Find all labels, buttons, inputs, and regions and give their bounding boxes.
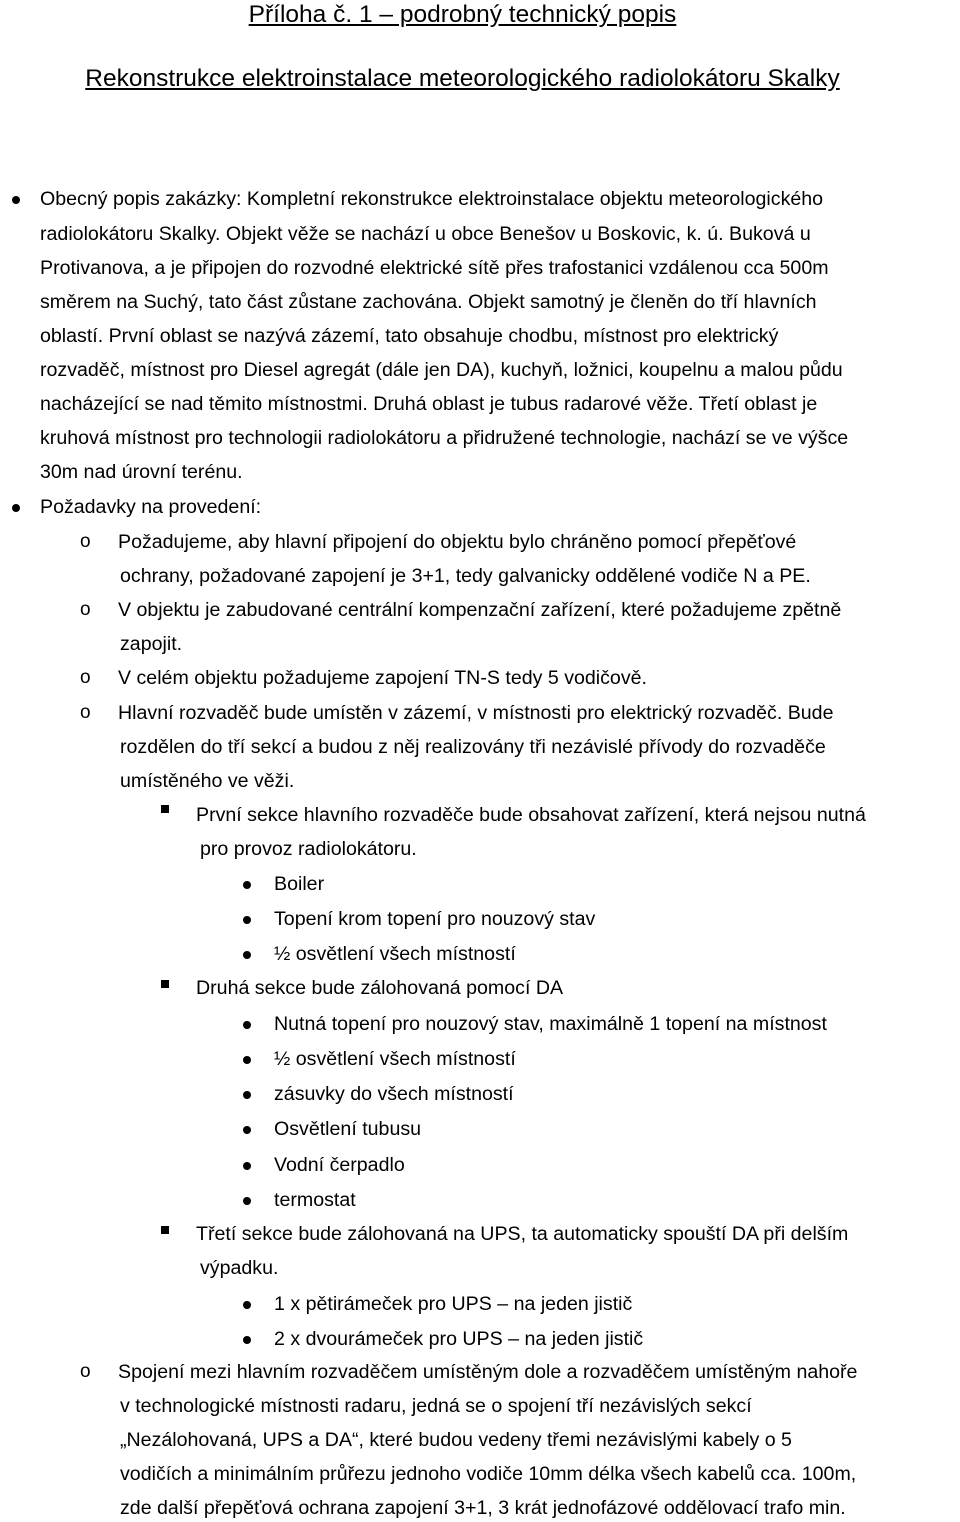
list-item: zásuvky do všech místností [274, 1083, 514, 1105]
bullet-icon [243, 951, 251, 959]
list-item: ½ osvětlení všech místností [274, 1048, 516, 1070]
document-subtitle: Rekonstrukce elektroinstalace meteorologického radiolokátoru Skalky [85, 65, 840, 92]
requirement-line: rozdělen do tří sekcí a budou z něj realizovány tři nezávislé přívody do rozvaděče [120, 736, 826, 758]
bullet-icon [243, 1091, 251, 1099]
intro-line: směrem na Suchý, tato část zůstane zachována. Objekt samotný je členěn do tří hlavních [40, 291, 817, 313]
requirement-line: Spojení mezi hlavním rozvaděčem umístěným dole a rozvaděčem umístěným nahoře [118, 1361, 858, 1383]
bullet-icon [243, 1197, 251, 1205]
list-item: Osvětlení tubusu [274, 1118, 422, 1140]
circle-bullet-icon: o [80, 667, 91, 688]
requirement-line: Požadujeme, aby hlavní připojení do objektu bylo chráněno pomocí přepěťové [118, 531, 797, 553]
bullet-icon [243, 1021, 251, 1029]
section-line: pro provoz radiolokátoru. [200, 838, 417, 860]
list-item: Vodní čerpadlo [274, 1154, 405, 1176]
intro-line: kruhová místnost pro technologii radiolokátoru a přidružené technologie, nachází se ve výšce [40, 427, 849, 449]
requirement-line: V celém objektu požadujeme zapojení TN-S tedy 5 vodičově. [118, 667, 647, 689]
section-line: Třetí sekce bude zálohovaná na UPS, ta automaticky spouští DA při delším [196, 1223, 849, 1245]
section-line: Druhá sekce bude zálohovaná pomocí DA [196, 977, 564, 999]
intro-line: 30m nad úrovní terénu. [40, 461, 243, 483]
requirement-line: umístěného ve věži. [120, 770, 295, 792]
intro-line: Obecný popis zakázky: Kompletní rekonstrukce elektroinstalace objektu meteorologického [40, 188, 824, 210]
requirement-line: Hlavní rozvaděč bude umístěn v zázemí, v místnosti pro elektrický rozvaděč. Bude [118, 702, 834, 724]
list-item: ½ osvětlení všech místností [274, 943, 516, 965]
square-bullet-icon [161, 980, 169, 988]
bullet-icon [12, 504, 20, 512]
bullet-icon [243, 1162, 251, 1170]
bullet-icon [243, 881, 251, 889]
requirement-line: ochrany, požadované zapojení je 3+1, tedy galvanicky oddělené vodiče N a PE. [120, 565, 811, 587]
requirement-line: vodičích a minimálním průřezu jednoho vodiče 10mm délka všech kabelů cca. 100m, [120, 1463, 857, 1485]
section-line: První sekce hlavního rozvaděče bude obsahovat zařízení, která nejsou nutná [196, 804, 866, 826]
list-item: termostat [274, 1189, 356, 1211]
bullet-icon [243, 1301, 251, 1309]
requirement-line: zapojit. [120, 633, 183, 655]
intro-line: nacházející se nad těmito místnostmi. Druhá oblast je tubus radarové věže. Třetí oblast je [40, 393, 818, 415]
circle-bullet-icon: o [80, 702, 91, 723]
requirement-line: „Nezálohovaná, UPS a DA“, které budou vedeny třemi nezávislými kabely o 5 [120, 1429, 792, 1451]
square-bullet-icon [161, 1226, 169, 1234]
section-line: výpadku. [200, 1257, 279, 1279]
intro-line: rozvaděč, místnost pro Diesel agregát (dále jen DA), kuchyň, ložnici, koupelnu a malou půdu [40, 359, 843, 381]
circle-bullet-icon: o [80, 599, 91, 620]
intro-line: oblastí. První oblast se nazývá zázemí, tato obsahuje chodbu, místnost pro elektrický [40, 325, 779, 347]
bullet-icon [243, 1126, 251, 1134]
bullet-icon [243, 1336, 251, 1344]
intro-line: radiolokátoru Skalky. Objekt věže se nachází u obce Benešov u Boskovic, k. ú. Buková u [40, 223, 811, 245]
list-item: 2 x dvourámeček pro UPS – na jeden jistič [274, 1328, 644, 1350]
requirement-line: zde další přepěťová ochrana zapojení 3+1, 3 krát jednofázové oddělovací trafo min. [120, 1497, 846, 1519]
page-title: Příloha č. 1 – podrobný technický popis [248, 1, 677, 28]
bullet-icon [12, 196, 20, 204]
list-item: Boiler [274, 873, 325, 895]
requirement-line: V objektu je zabudované centrální kompenzační zařízení, které požadujeme zpětně [118, 599, 842, 621]
list-item: Topení krom topení pro nouzový stav [274, 908, 596, 930]
circle-bullet-icon: o [80, 1361, 91, 1382]
requirement-line: v technologické místnosti radaru, jedná se o spojení tří nezávislých sekcí [120, 1395, 752, 1417]
bullet-icon [243, 1056, 251, 1064]
intro-line: Protivanova, a je připojen do rozvodné elektrické sítě přes trafostanici vzdálenou cca 500m [40, 257, 829, 279]
bullet-icon [243, 916, 251, 924]
square-bullet-icon [161, 805, 169, 813]
requirements-heading: Požadavky na provedení: [40, 496, 262, 518]
list-item: 1 x pětirámeček pro UPS – na jeden jistič [274, 1293, 633, 1315]
circle-bullet-icon: o [80, 531, 91, 552]
list-item: Nutná topení pro nouzový stav, maximálně 1 topení na místnost [274, 1013, 827, 1035]
